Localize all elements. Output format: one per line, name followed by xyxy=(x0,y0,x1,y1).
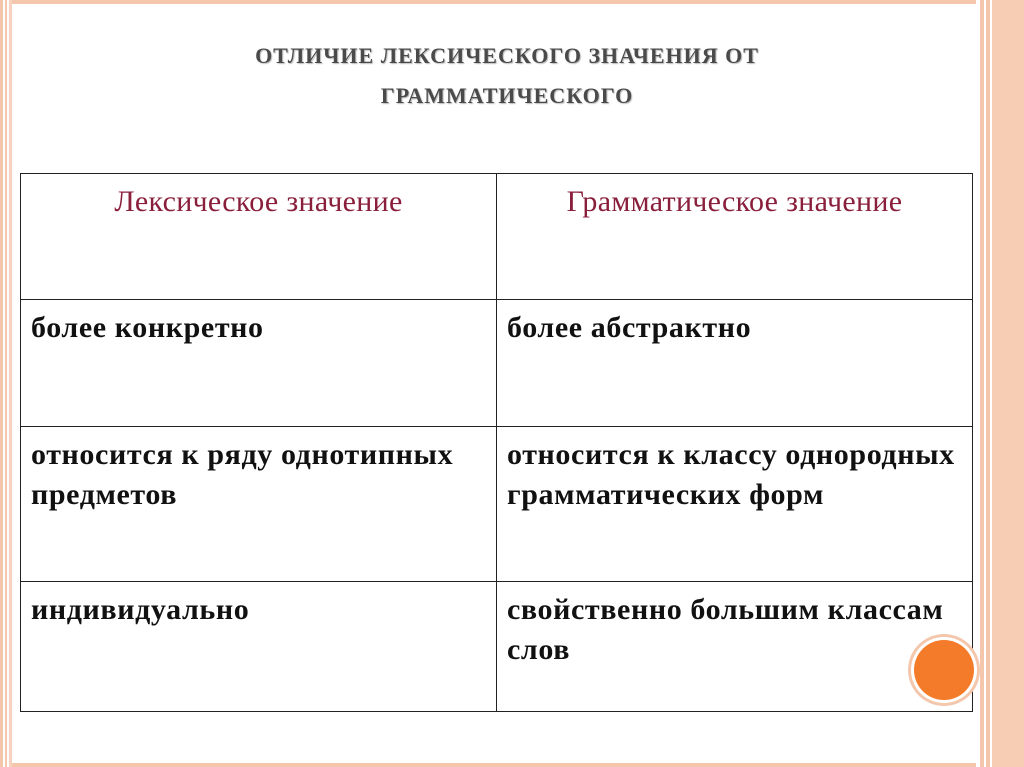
table-row xyxy=(21,300,973,427)
table-header-row xyxy=(21,174,973,300)
slide-title xyxy=(60,36,954,116)
decorative-frame-right xyxy=(976,0,1024,767)
slide-title-line2: ГРАММАТИЧЕСКОГО xyxy=(380,83,634,108)
comparison-table xyxy=(20,173,973,712)
decorative-frame-left xyxy=(0,0,12,767)
header-lexical: Лексическое значение xyxy=(21,174,497,300)
table-row xyxy=(21,427,973,582)
decorative-frame-top xyxy=(12,0,976,4)
cell-grammatical: относится к классу однородных грамматических форм xyxy=(497,427,973,582)
cell-grammatical: более абстрактно xyxy=(497,300,973,427)
cell-lexical: относится к ряду однотипных предметов xyxy=(21,427,497,582)
slide-title-line1: ОТЛИЧИЕ ЛЕКСИЧЕСКОГО ЗНАЧЕНИЯ ОТ xyxy=(255,43,759,68)
cell-lexical: более конкретно xyxy=(21,300,497,427)
table-row xyxy=(21,582,973,712)
cell-lexical: индивидуально xyxy=(21,582,497,712)
decorative-frame-bottom xyxy=(12,763,976,767)
header-grammatical: Грамматическое значение xyxy=(497,174,973,300)
orange-circle-decoration xyxy=(914,640,974,700)
cell-grammatical: свойственно большим классам слов xyxy=(497,582,973,712)
